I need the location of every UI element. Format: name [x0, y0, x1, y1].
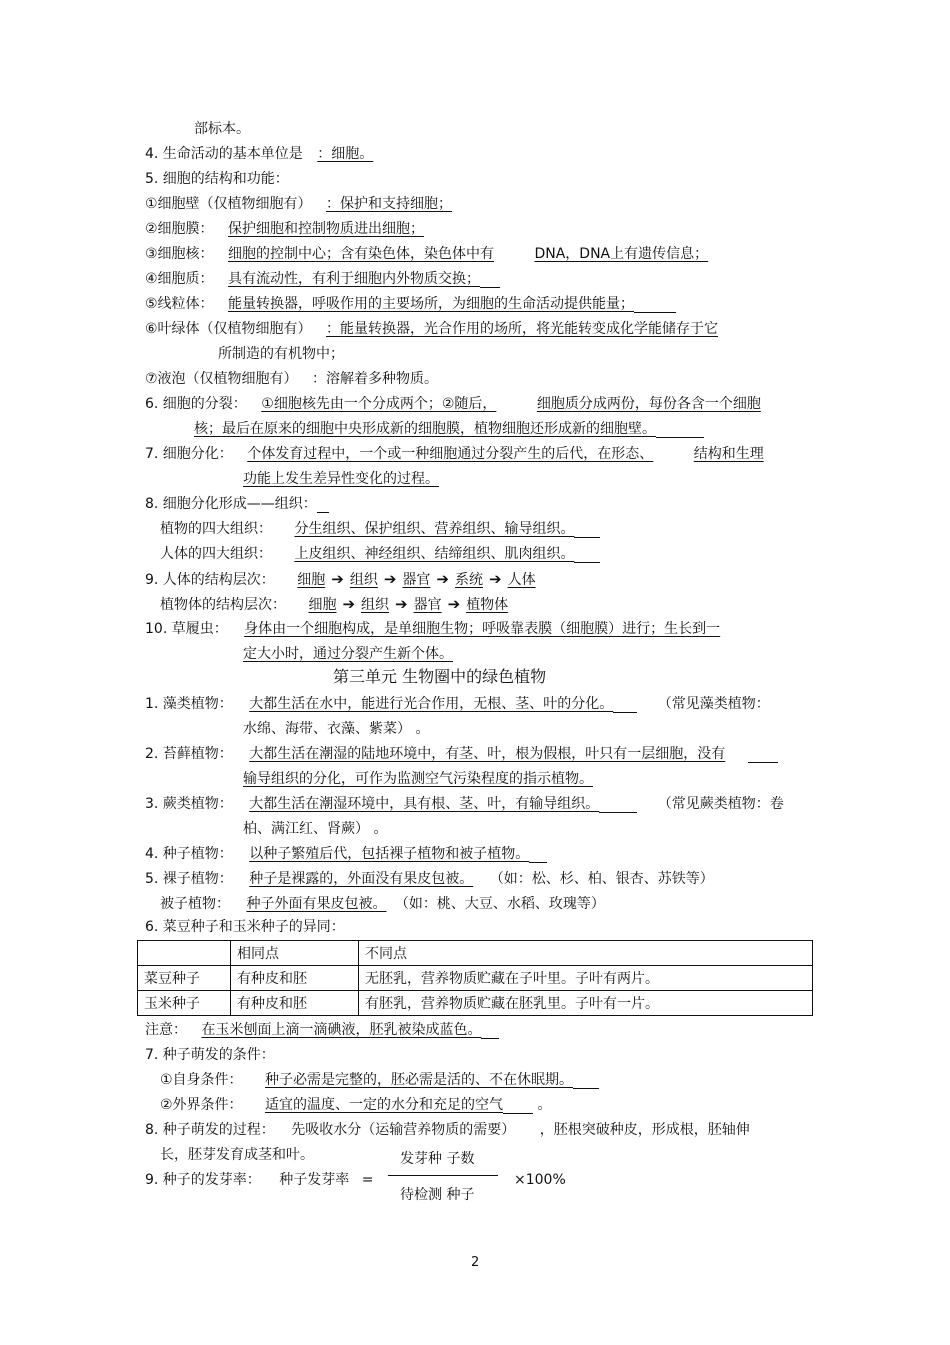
table-row	[138, 991, 813, 1016]
item-label: 被子植物：	[160, 896, 230, 912]
item-label: 9. 人体的结构层次：	[145, 572, 275, 588]
algae-line	[145, 695, 770, 713]
item-8	[145, 495, 329, 513]
blank-line	[574, 548, 600, 563]
item-label: ②细胞膜：	[145, 221, 214, 237]
item-label: ⑥叶绿体（仅植物细胞有）	[145, 321, 312, 337]
answer-text: 大都生活在潮湿环境中，具有根、茎、叶，有输导组织。	[249, 796, 600, 812]
item-label: ②外界条件：	[160, 1097, 243, 1113]
item-label: 4. 生命活动的基本单位是	[145, 146, 303, 162]
item-label: 人体的四大组织：	[160, 546, 272, 562]
item-6	[145, 395, 761, 413]
item-label: ③细胞核：	[145, 246, 214, 262]
blank-line	[748, 748, 778, 763]
item-label: 7. 细胞分化：	[145, 446, 233, 462]
answer-text: 功能上发生差异性变化的过程。	[243, 471, 439, 487]
fraction-denominator: 待检测 种子	[400, 1187, 475, 1203]
text-line: 所制造的有机物中；	[218, 346, 344, 362]
answer-text: 保护细胞和控制物质进出细胞；	[228, 221, 425, 237]
formula-label: 种子发芽率	[279, 1172, 350, 1188]
cell-membrane-line	[145, 220, 424, 238]
fraction-numerator: 发芽种 子数	[400, 1151, 475, 1167]
nucleus-line	[145, 245, 708, 263]
text-line	[243, 770, 593, 788]
fraction-bar	[388, 1175, 498, 1176]
item-label: 2. 苔藓植物：	[145, 746, 233, 762]
arrow-right-icon: ➔	[436, 570, 449, 588]
level-text: 组织	[361, 597, 390, 613]
item-label: ⑦液泡（仅植物细胞有）	[145, 371, 298, 387]
blank-line	[574, 523, 600, 538]
blank-line	[480, 273, 500, 288]
note-text: （常见藻类植物：	[657, 696, 770, 712]
answer-text: 输导组织的分化，可作为监测空气污染程度的指示植物。	[243, 771, 593, 787]
item-label: ⑤线粒体：	[145, 296, 214, 312]
answer-text: 种子是裸露的，外面没有果皮包被。	[249, 871, 474, 887]
item-label: 8. 细胞分化形成——组织：	[145, 496, 317, 512]
table-cell: 有种皮和胚	[231, 966, 359, 991]
level-text: 细胞	[308, 597, 337, 613]
blank-line	[634, 298, 676, 313]
item-8-germination	[145, 1121, 750, 1139]
item-label: 9. 种子的发芽率：	[145, 1172, 261, 1188]
table-header-cell	[138, 941, 231, 966]
answer-text: 身体由一个细胞构成，是单细胞生物；呼吸靠表膜（细胞膜）进行；生长到一	[244, 621, 721, 637]
answer-text: 能量转换器，呼吸作用的主要场所，为细胞的生命活动提供能量；	[228, 296, 635, 312]
item-9	[145, 1171, 373, 1189]
arrow-right-icon: ➔	[447, 595, 461, 613]
blank-line	[599, 798, 637, 813]
answer-text: 定大小时，通过分裂产生新个体。	[243, 646, 453, 662]
text-line	[194, 420, 704, 438]
level-text: 器官	[413, 597, 442, 613]
blank-line	[503, 1099, 533, 1114]
item-label: 3. 蕨类植物：	[145, 796, 233, 812]
page-number: 2	[471, 1255, 480, 1270]
human-tissues-line	[160, 545, 600, 563]
plant-tissues-line	[160, 520, 600, 538]
equals-sign: =	[361, 1172, 374, 1188]
angiosperm-line	[160, 895, 605, 913]
text-line	[243, 470, 439, 488]
note-text: （如：桃、大豆、水稻、玫瑰等）	[394, 896, 605, 912]
item-5: 5. 细胞的结构和功能：	[145, 171, 289, 187]
unit-title: 第三单元 生物圈中的绿色植物	[333, 667, 547, 686]
table-cell: 有种皮和胚	[231, 991, 359, 1016]
level-text: 组织	[349, 572, 378, 588]
germination-rate-fraction	[388, 1148, 498, 1204]
table-cell: 玉米种子	[138, 991, 231, 1016]
arrow-right-icon: ➔	[342, 595, 356, 613]
mitochondria-line	[145, 295, 676, 313]
blank-line	[481, 1024, 499, 1039]
seed-plant-line	[145, 845, 547, 863]
text-line: 水绵、海带、衣藻、紫菜） 。	[243, 721, 430, 737]
answer-text: 个体发育过程中，一个或一种细胞通过分裂产生的后代，在形态、	[247, 446, 654, 462]
item-label: ④细胞质：	[145, 271, 214, 287]
table-header-cell: 不同点	[359, 941, 813, 966]
answer-text: ：保护和支持细胞；	[326, 196, 453, 212]
answer-text: 大都生活在水中，能进行光合作用，无根、茎、叶的分化。	[249, 696, 614, 712]
level-text: 人体	[507, 572, 536, 588]
answer-text: ①细胞核先由一个分成两个；②随后，	[261, 396, 497, 412]
level-text: 植物体	[466, 597, 509, 613]
item-label: 10. 草履虫：	[145, 621, 228, 637]
item-label: ①细胞壁（仅植物细胞有）	[145, 196, 312, 212]
item-7-germination: 7. 种子萌发的条件：	[145, 1047, 275, 1063]
table-header-row	[138, 941, 813, 966]
text-line: 长，胚芽发育成茎和叶。	[160, 1147, 314, 1163]
level-text: 器官	[402, 572, 431, 588]
blank-line	[573, 1074, 599, 1089]
answer-text: 以种子繁殖后代，包括裸子植物和被子植物。	[249, 846, 530, 862]
answer-text: 上皮组织、神经组织、结缔组织、肌肉组织。	[294, 546, 575, 562]
level-text: 系统	[455, 572, 483, 588]
answer-text: 先吸收水分（运输营养物质的需要）	[291, 1122, 516, 1138]
cell-wall-line	[145, 195, 452, 213]
percentage-factor: ×100%	[514, 1172, 566, 1188]
answer-text: 适宜的温度、一定的水分和充足的空气	[265, 1097, 504, 1113]
item-label: 注意：	[145, 1022, 187, 1038]
item-label: 5. 裸子植物：	[145, 871, 233, 887]
blank-line	[317, 498, 329, 513]
item-label: 4. 种子植物：	[145, 846, 233, 862]
blank-line	[529, 848, 547, 863]
answer-text: 具有流动性，有利于细胞内外物质交换；	[228, 271, 481, 287]
item-label: 植物体的结构层次：	[160, 597, 286, 613]
answer-text: 大都生活在潮湿的陆地环境中，有茎、叶，根为假根，叶只有一层细胞，没有	[249, 746, 726, 762]
answer-text: 细胞质分成两份，每份各含一个细胞	[536, 396, 761, 412]
note-text: （如：松、杉、柏、银杏、苏铁等）	[489, 871, 714, 887]
note-line	[145, 1021, 499, 1039]
item-label: ①自身条件：	[160, 1072, 243, 1088]
item-10	[145, 620, 720, 638]
table-cell: 无胚乳，营养物质贮藏在子叶里。子叶有两片。	[359, 966, 813, 991]
table-cell: 菜豆种子	[138, 966, 231, 991]
table-row	[138, 966, 813, 991]
table-header-cell: 相同点	[231, 941, 359, 966]
moss-line	[145, 745, 778, 763]
arrow-right-icon: ➔	[383, 570, 397, 588]
item-label: 1. 藻类植物：	[145, 696, 233, 712]
answer-text: ：溶解着多种物质。	[312, 371, 439, 387]
blank-line	[613, 698, 637, 713]
answer-text: 细胞的控制中心；含有染色体，染色体中有	[228, 246, 495, 262]
item-4	[145, 145, 373, 163]
human-levels-line	[145, 570, 536, 589]
item-label: 6. 细胞的分裂：	[145, 396, 247, 412]
answer-text: 种子必需是完整的，胚必需是活的、不在休眠期。	[265, 1072, 574, 1088]
answer-text: 种子外面有果皮包被。	[246, 896, 387, 912]
arrow-right-icon: ➔	[331, 570, 344, 588]
answer-text: 核；最后在原来的细胞中央形成新的细胞膜，植物细胞还形成新的细胞壁。	[194, 421, 656, 437]
text-line: 部标本。	[194, 121, 250, 137]
arrow-right-icon: ➔	[489, 570, 502, 588]
blank-line	[656, 423, 704, 438]
vacuole-line	[145, 370, 438, 388]
gymnosperm-line	[145, 870, 714, 888]
text-line: 柏、满江红、肾蕨） 。	[243, 821, 388, 837]
plant-levels-line	[160, 595, 508, 614]
note-text: （常见蕨类植物：卷	[657, 796, 784, 812]
answer-text: 分生组织、保护组织、营养组织、输导组织。	[294, 521, 575, 537]
cytoplasm-line	[145, 270, 500, 288]
item-7	[145, 445, 764, 463]
answer-text: ：细胞。	[317, 146, 374, 162]
chloroplast-line	[145, 320, 718, 338]
answer-text: 结构和生理	[693, 446, 764, 462]
internal-conditions-line	[160, 1071, 599, 1089]
level-text: 细胞	[297, 572, 326, 588]
item-label: 8. 种子萌发的过程：	[145, 1122, 275, 1138]
arrow-right-icon: ➔	[395, 595, 408, 613]
seed-comparison-table	[137, 940, 813, 1016]
fern-line	[145, 795, 784, 813]
external-conditions-line	[160, 1096, 551, 1114]
table-cell: 有胚乳，营养物质贮藏在胚乳里。子叶有一片。	[359, 991, 813, 1016]
answer-text: DNA，DNA上有遗传信息；	[534, 246, 709, 262]
answer-text: ：能量转换器，光合作用的场所，将光能转变成化学能储存于它	[326, 321, 719, 337]
answer-text: 在玉米刨面上滴一滴碘液，胚乳被染成蓝色。	[201, 1022, 482, 1038]
answer-text: ，胚根突破种皮，形成根，胚轴伸	[539, 1122, 750, 1138]
item-6-seeds: 6. 菜豆种子和玉米种子的异同：	[145, 919, 345, 935]
punctuation: 。	[537, 1097, 552, 1113]
text-line	[243, 645, 453, 663]
item-label: 植物的四大组织：	[160, 521, 272, 537]
